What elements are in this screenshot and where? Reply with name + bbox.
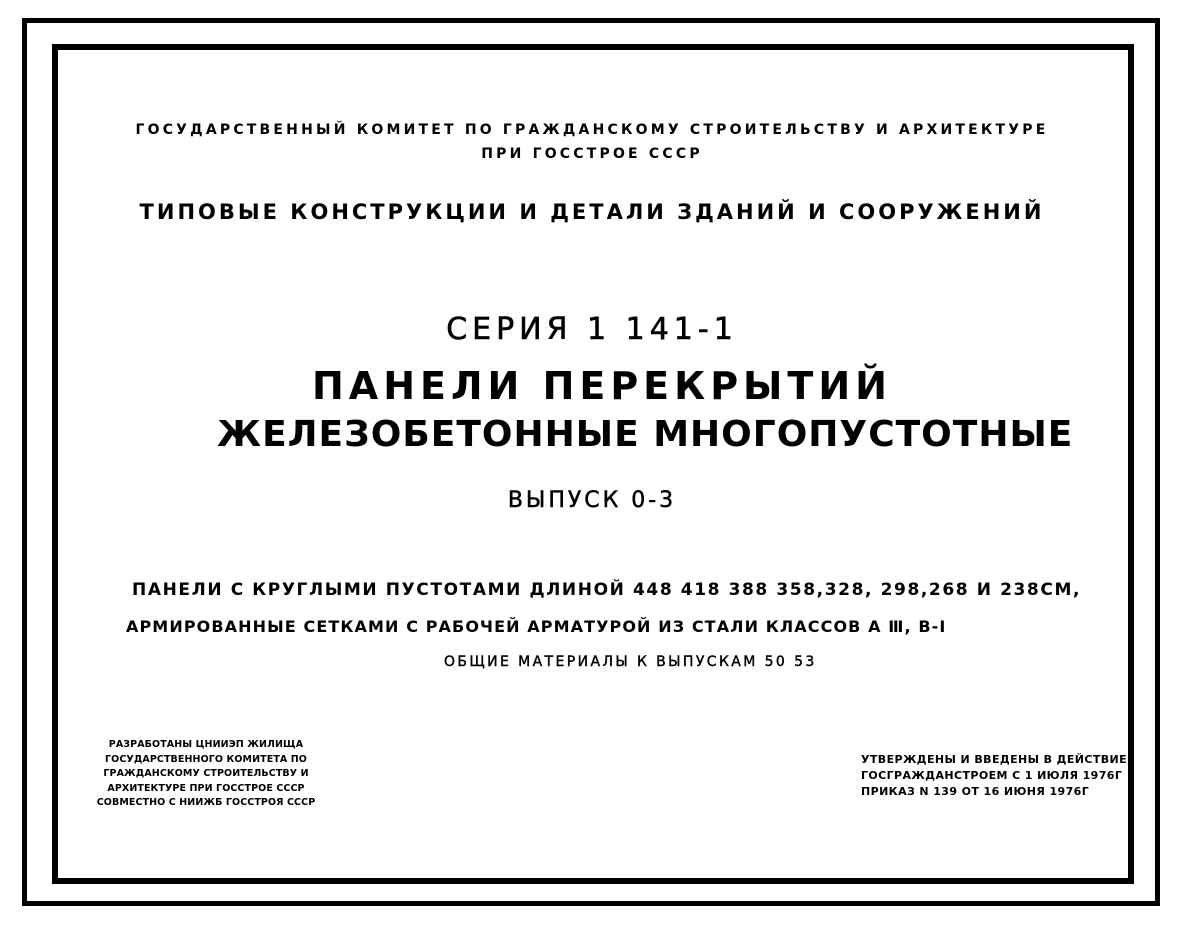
- panels-description: ПАНЕЛИ С КРУГЛЫМИ ПУСТОТАМИ ДЛИНОЙ 448 418 388 358,328, 298,268 И 238СМ,: [132, 580, 1082, 600]
- committee-line-1: ГОСУДАРСТВЕННЫЙ КОМИТЕТ ПО ГРАЖДАНСКОМУ СТРОИТЕЛЬСТВУ И АРХИТЕКТУРЕ: [135, 122, 1049, 138]
- approval-block: [861, 752, 1127, 800]
- approval-line: УТВЕРЖДЕНЫ И ВВЕДЕНЫ В ДЕЙСТВИЕ: [861, 753, 1128, 766]
- developer-line: АРХИТЕКТУРЕ ПРИ ГОССТРОЕ СССР: [107, 782, 305, 794]
- main-title-line-2: ЖЕЛЕЗОБЕТОННЫЕ МНОГОПУСТОТНЫЕ: [217, 414, 1074, 455]
- series-number: СЕРИЯ 1 141-1: [446, 312, 738, 347]
- developer-line: РАЗРАБОТАНЫ ЦНИИЭП ЖИЛИЩА: [108, 739, 304, 750]
- developer-line: СОВМЕСТНО С НИИЖБ ГОССТРОЯ СССР: [96, 797, 316, 808]
- typical-constructions-title: ТИПОВЫЕ КОНСТРУКЦИИ И ДЕТАЛИ ЗДАНИЙ И СООРУЖЕНИЙ: [139, 200, 1045, 224]
- main-title-line-1: ПАНЕЛИ ПЕРЕКРЫТИЙ: [312, 364, 892, 408]
- developer-line: ГРАЖДАНСКОМУ СТРОИТЕЛЬСТВУ И: [103, 768, 309, 779]
- developer-block: [86, 738, 326, 811]
- committee-line-2: ПРИ ГОССТРОЕ СССР: [481, 146, 703, 162]
- approval-line: ПРИКАЗ N 139 ОТ 16 ИЮНЯ 1976Г: [861, 785, 1090, 798]
- issue-number: ВЫПУСК 0-3: [507, 488, 677, 513]
- developer-line: ГОСУДАРСТВЕННОГО КОМИТЕТА ПО: [105, 753, 307, 765]
- general-materials-note: ОБЩИЕ МАТЕРИАЛЫ К ВЫПУСКАМ 50 53: [444, 654, 817, 670]
- reinforcement-description: АРМИРОВАННЫЕ СЕТКАМИ С РАБОЧЕЙ АРМАТУРОЙ ИЗ СТАЛИ КЛАССОВ А Ⅲ, В-I: [126, 617, 947, 636]
- approval-line: ГОСГРАЖДАНСТРОЕМ С 1 ИЮЛЯ 1976Г: [861, 769, 1123, 782]
